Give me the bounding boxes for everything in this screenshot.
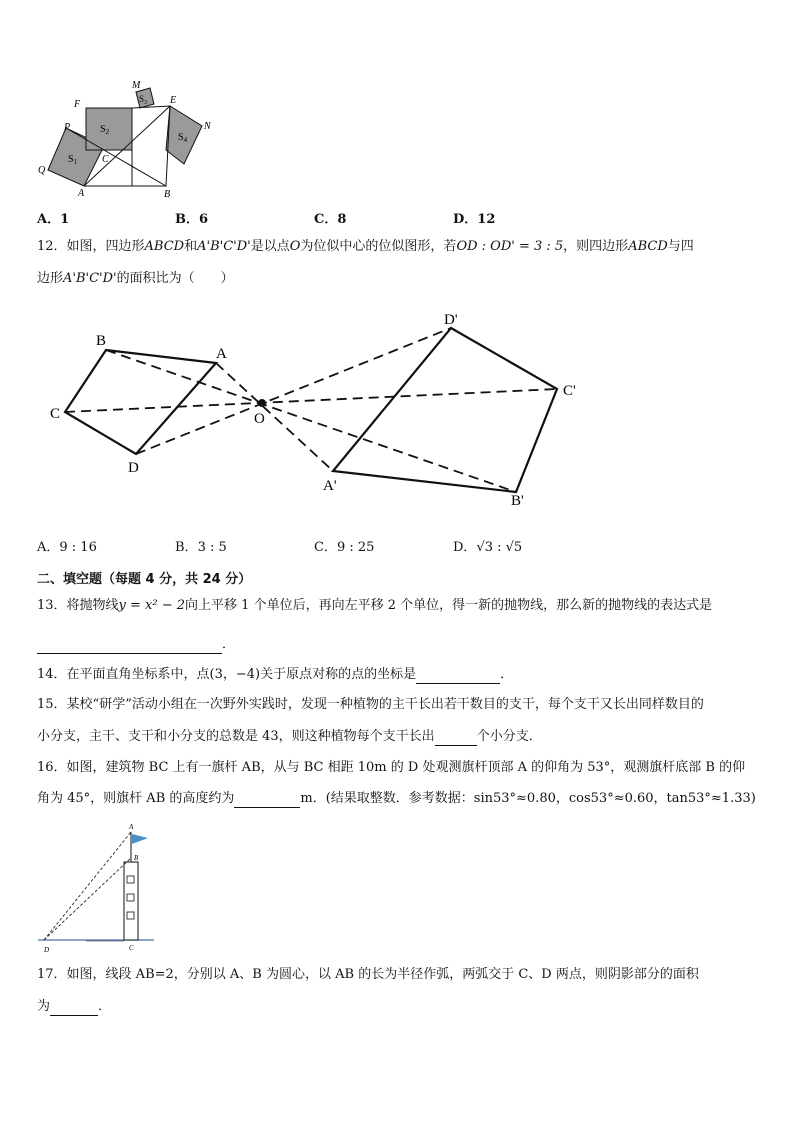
label-Bp: B' <box>511 493 524 509</box>
q16-stem-line2: 角为 45°，则旗杆 AB 的高度约为 m．(结果取整数．参考数据：sin53°≈0.80，cos53°≈0.60，tan53°≈1.33) <box>37 791 756 806</box>
sight-line-b <box>44 858 131 940</box>
label-A: A <box>216 346 227 362</box>
label-M: M <box>132 80 141 91</box>
label-S3: $S_3$ <box>139 94 148 106</box>
label-A: A <box>129 823 134 831</box>
q16-figure <box>36 820 160 958</box>
label-B: B <box>96 333 107 349</box>
ray-b <box>106 350 516 492</box>
q12-option-a[interactable]: A．9 : 16 <box>37 540 97 555</box>
q15-stem-line2: 小分支，主干、支干和小分支的总数是 43，则这种植物每个支干长出 个小分支． <box>37 729 542 744</box>
label-D: D <box>128 460 139 476</box>
label-C: C <box>129 944 134 952</box>
q12-option-d[interactable]: D．√3 : √5 <box>453 540 523 555</box>
label-B: B <box>164 189 171 200</box>
label-P: P <box>64 122 71 133</box>
center-o <box>258 399 266 407</box>
q16-blank[interactable] <box>234 794 300 808</box>
label-S4: $S_4$ <box>178 132 188 144</box>
ray-a <box>216 363 333 471</box>
label-S1: $S_1$ <box>68 154 78 166</box>
label-B: B <box>134 854 139 862</box>
section-title: 二、填空题（每题 4 分，共 24 分） <box>37 572 252 587</box>
label-C: C <box>50 406 61 422</box>
q16-stem-line1: 16．如图，建筑物 BC 上有一旗杆 AB，从与 BC 相距 10m 的 D 处观测旗杆顶部 A 的仰角为 53°，观测旗杆底部 B 的仰 <box>37 760 746 775</box>
q11-option-d[interactable]: D．12 <box>453 212 496 227</box>
q17-stem-line1: 17．如图，线段 AB=2，分别以 A、B 为圆心，以 AB 的长为半径作弧，两弧交于 C、D 两点，则阴影部分的面积 <box>37 967 699 982</box>
q14-stem: 14．在平面直角坐标系中，点(3，−4)关于原点对称的点的坐标是 ． <box>37 667 514 682</box>
label-F: F <box>74 99 81 110</box>
q12-option-b[interactable]: B．3 : 5 <box>175 540 227 555</box>
quad-abcd <box>65 350 216 454</box>
flag <box>132 834 148 844</box>
q13-stem: 13．将抛物线y = x² − 2向上平移 1 个单位后，再向左平移 2 个单位，得一新的抛物线，那么新的抛物线的表达式是 <box>37 598 713 613</box>
label-Q: Q <box>38 165 46 176</box>
label-A: A <box>78 188 85 199</box>
label-Dp: D' <box>444 312 458 328</box>
label-S2: $S_2$ <box>100 124 110 136</box>
q12-figure <box>40 305 600 515</box>
label-E: E <box>170 95 177 106</box>
q11-option-b[interactable]: B．6 <box>175 212 209 227</box>
q17-stem-line2: 为 ． <box>37 999 112 1014</box>
label-Ap: A' <box>323 478 337 494</box>
q15-stem-line1: 15．某校“研学”活动小组在一次野外实践时，发现一种植物的主干长出若干数目的支干，每个支干又长出同样数目的 <box>37 697 704 712</box>
q11-option-c[interactable]: C．8 <box>314 212 347 227</box>
label-N: N <box>204 121 211 132</box>
q15-blank[interactable] <box>435 732 477 746</box>
q12-stem-line2: 边形A'B'C'D'的面积比为（ ） <box>37 271 234 286</box>
label-Cp: C' <box>563 383 576 399</box>
q11-option-a[interactable]: A．1 <box>37 212 70 227</box>
q13-blank[interactable] <box>37 640 222 654</box>
q12-stem-line1: 12．如图，四边形ABCD和A'B'C'D'是以点O为位似中心的位似图形，若OD : OD' = 3 : 5，则四边形ABCD与四 <box>37 239 694 254</box>
label-D: D <box>44 946 50 954</box>
s4-square <box>166 106 202 164</box>
sight-line-a <box>44 832 131 940</box>
q14-blank[interactable] <box>416 670 500 684</box>
ray-c <box>65 389 557 412</box>
label-O: O <box>254 411 265 427</box>
q17-blank[interactable] <box>50 1002 98 1016</box>
q13-answer-line: ． <box>37 636 235 654</box>
q11-figure <box>36 76 226 202</box>
q12-option-c[interactable]: C．9 : 25 <box>314 540 375 555</box>
label-C: C <box>102 154 109 165</box>
